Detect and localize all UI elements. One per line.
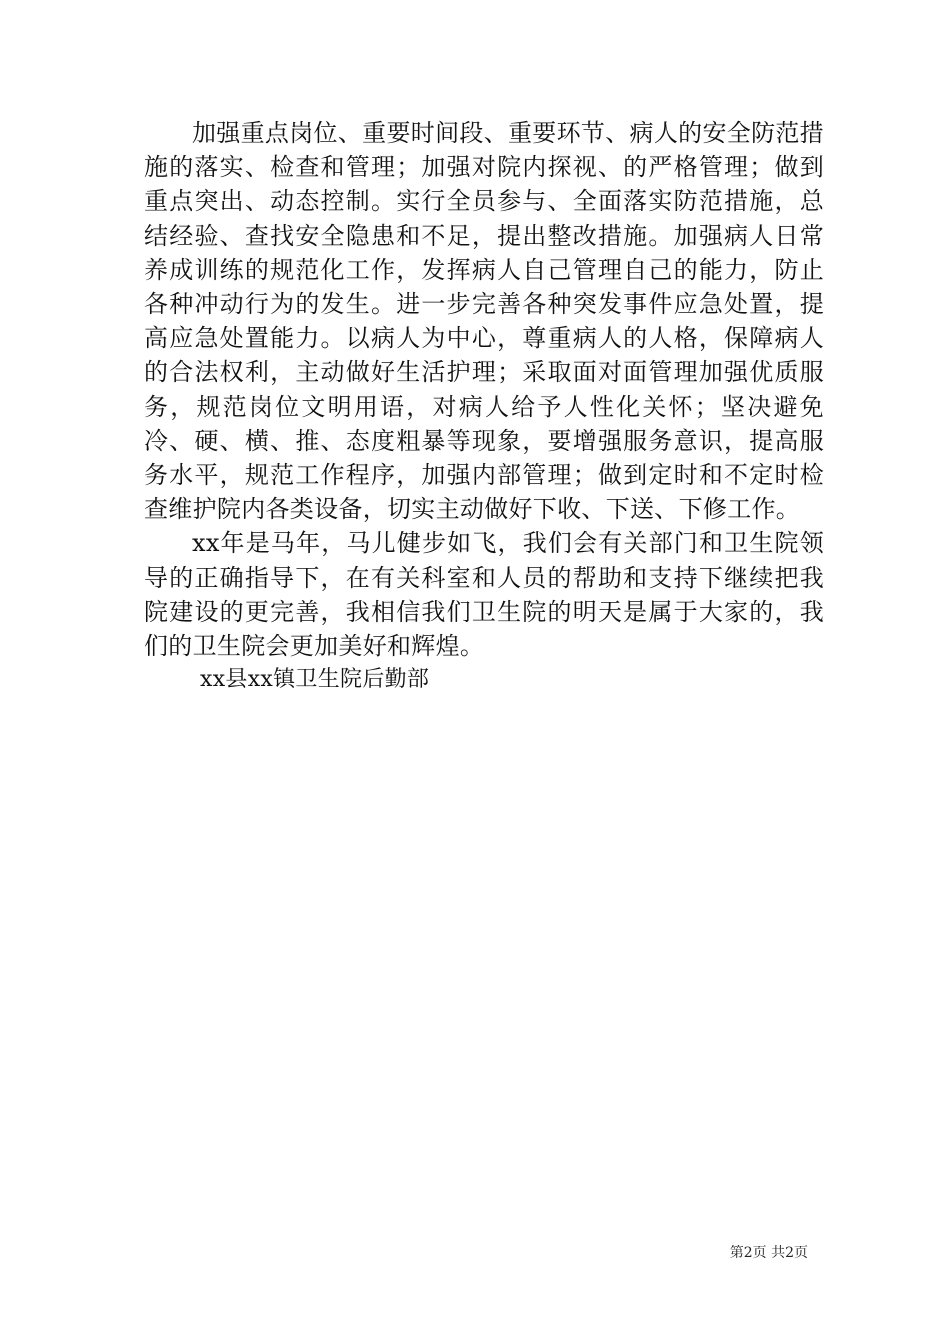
page-number-footer: 第2页 共2页: [729, 1245, 808, 1261]
paragraph-year-outlook: xx年是马年，马儿健步如飞，我们会有关部门和卫生院领导的正确指导下，在有关科室和人员的帮助和支持下继续把我院建设的更完善，我相信我们卫生院的明天是属于大家的，我们的卫生院会更加美好和辉煌。: [144, 529, 824, 661]
paragraph-safety-measures: 加强重点岗位、重要时间段、重要环节、病人的安全防范措施的落实、检查和管理；加强对院内探视、的严格管理；做到重点突出、动态控制。实行全员参与、全面落实防范措施，总结经验、查找安全隐患和不足，提出整改措施。加强病人日常养成训练的规范化工作，发挥病人自己管理自己的能力，防止各种冲动行为的发生。进一步完善各种突发事件应急处置，提高应急处置能力。以病人为中心，尊重病人的人格，保障病人的合法权利，主动做好生活护理；采取面对面管理加强优质服务，规范岗位文明用语，对病人给予人性化关怀；坚决避免冷、硬、横、推、态度粗暴等现象，要增强服务意识，提高服务水平，规范工作程序，加强内部管理；做到定时和不定时检查维护院内各类设备，切实主动做好下收、下送、下修工作。: [144, 119, 824, 524]
signature-department: xx县xx镇卫生院后勤部: [200, 667, 430, 693]
document-body: [144, 116, 824, 697]
